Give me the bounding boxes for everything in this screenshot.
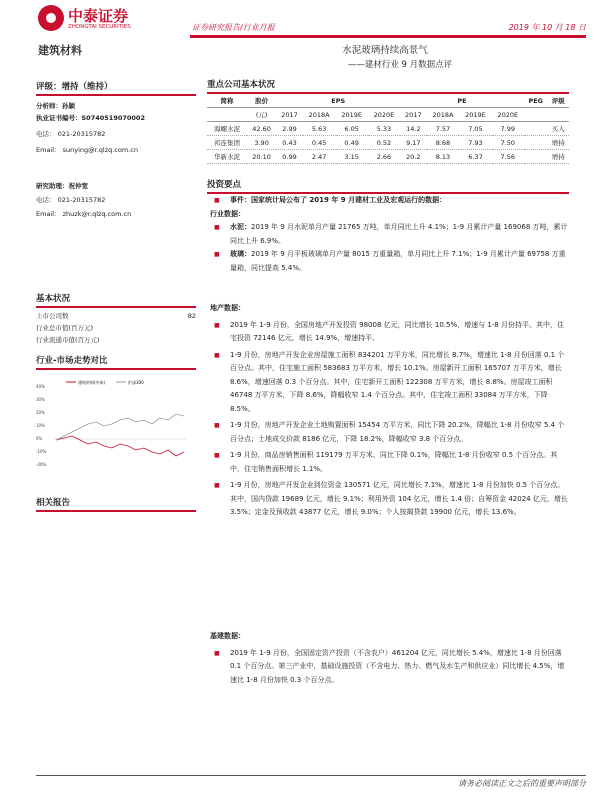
re-item: ■ 1-9 月份，房地产开发企业土地购置面积 15454 万平方米，同比下降 20.2%，降幅比 1-8 月份收窄 5.4 个百分点；土地成交价款 8186 亿元，下降 18.2%，降幅收窄 3.8 个百分点。 — [210, 419, 568, 446]
assistant-email[interactable]: Email： zhuzk@r.qlzq.com.cn — [36, 210, 132, 218]
re-item: ■ 2019 年 1-9 月份，全国房地产开发投资 98008 亿元，同比增长 10.5%，增速与 1-8 月份持平。其中，住宅投资 72146 亿元，增长 14.9%，增速持平。 — [210, 319, 568, 346]
industry-label: 行业数据： — [210, 209, 245, 218]
cement-item: ■ 水泥：2019 年 9 月水泥单月产量 21765 万吨，单月同比上升 4.1%；1-9 月累计产量 169068 万吨，累计同比上升 6.9%。 — [210, 221, 568, 248]
analyst-block — [36, 100, 196, 156]
logo-icon — [38, 5, 64, 31]
table-row: 海螺水泥 42.60 2.99 5.63 6.05 5.33 14.2 7.57 7.05 7.99 买入 — [207, 122, 569, 136]
rating-section — [36, 80, 196, 96]
re-item: ■ 1-9 月份，商品房销售面积 119179 万平方米，同比下降 0.1%，降幅比 1-8 月份收窄 0.5 个百分点。其中，住宅销售面积增长 1.1%。 — [210, 449, 568, 476]
logo-en-text: ZHONGTAI SECURITIES — [68, 24, 131, 30]
rating-line — [36, 80, 196, 96]
rating-value: 增持（维持） — [61, 82, 113, 92]
cert-label: 执业证书编号： — [36, 114, 82, 122]
report-title: 水泥玻璃持续高景气 — [342, 45, 428, 56]
basic-section — [36, 292, 196, 346]
header-rule — [190, 35, 586, 38]
glass-item: ■ 玻璃：2019 年 9 月平板玻璃单月产量 8015 万重量箱，单月同比上升 7.1%；1-9 月累计产量 69758 万重量箱，同比提高 5.4%。 — [210, 248, 568, 275]
footer-disclaimer: 请务必阅读正文之后的重要声明部分 — [458, 779, 586, 788]
year-header: 2019E — [336, 108, 368, 122]
legend-label-1: 建筑材料(中泰) — [78, 380, 106, 385]
market-title: 行业-市场走势对比 — [36, 354, 196, 370]
basic-title: 基本状况 — [36, 292, 196, 308]
unit-label: (元) — [247, 108, 276, 122]
assistant-name: 祝仲宽 — [68, 182, 88, 190]
related-section — [36, 496, 196, 512]
cert-number: S0740519070002 — [81, 114, 145, 122]
assistant-phone: 电话： 021-20315782 — [36, 196, 106, 204]
col-header: 简称 — [207, 94, 247, 108]
ytick: 20% — [36, 410, 45, 415]
year-header: 2018A — [303, 108, 336, 122]
year-header: 2018A — [427, 108, 460, 122]
table-row: 祁连集团 3.90 0.43 0.45 0.49 0.52 9.17 8.68 7.93 7.50 增持 — [207, 136, 569, 150]
company-table — [207, 94, 569, 164]
realestate-body — [210, 302, 568, 520]
basic-row: 上市公司数 82 — [36, 312, 196, 320]
basic-row: 行业总市值(百万元) — [36, 324, 94, 332]
series-line-csi300 — [56, 414, 184, 440]
re-item: ■ 1-9 月份，房地产开发企业到位资金 130571 亿元，同比增长 7.1%，增速比 1-8 月份加快 0.5 个百分点。其中，国内贷款 19689 亿元，增长 9.1%；利用外资 104 亿元，增长 1.4 倍；自筹资金 42024 亿元，增长 3.5%；定金及预收款 43877 亿元，增长 9.0%；个人按揭贷款 19900 亿元，增长 13.6%。 — [210, 479, 568, 520]
invest-title: 投资要点 — [207, 178, 569, 194]
basic-row: 行业流通市值(百万元) — [36, 336, 100, 344]
year-header: 2020E — [368, 108, 400, 122]
ytick: 10% — [36, 423, 45, 428]
assistant-label: 研究助理： — [36, 182, 69, 190]
table-row: 华新水泥 20.10 0.99 2.47 3.15 2.66 20.2 8.13 6.37 7.56 增持 — [207, 150, 569, 164]
event-line: ■ 事件：国家统计局公布了 2019 年 9 月建材工业及宏观运行的数据： — [210, 194, 568, 208]
analyst-email[interactable]: Email： sunying@r.qlzq.com.cn — [36, 146, 138, 154]
realestate-label: 地产数据： — [210, 304, 245, 312]
rating-label: 评级： — [36, 82, 62, 92]
year-header: 2017 — [276, 108, 302, 122]
legend-label-2: 沪深300 — [128, 380, 144, 385]
analyst-name: 孙颖 — [62, 102, 75, 110]
footer-rule — [36, 775, 586, 776]
market-section — [36, 354, 196, 478]
infra-label: 基建数据： — [210, 632, 245, 640]
report-subtitle: ——建材行业 9 月数据点评 — [347, 60, 453, 70]
invest-body — [210, 194, 568, 275]
col-header: EPS — [276, 94, 400, 108]
ytick: -20% — [36, 462, 47, 467]
analyst-phone: 电话： 021-20315782 — [36, 130, 106, 138]
ytick: -10% — [36, 449, 47, 454]
year-header: 2019E — [459, 108, 491, 122]
col-header: 股价 — [247, 94, 276, 108]
ytick: 40% — [36, 384, 45, 389]
infra-item: ■ 2019 年 1-9 月份，全国固定资产投资（不含农户）461204 亿元，同比增长 5.4%，增速比 1-8 月份回落 0.1 个百分点。第三产业中，基础设施投资（不含电力、热力、燃气及水生产和供应业）同比增长 4.5%，增速比 1-8 月份加快 0.3 个百分点。 — [210, 647, 568, 688]
market-chart — [36, 374, 196, 474]
related-title: 相关报告 — [36, 496, 196, 512]
report-date: 2019 年 10 月 18 日 — [508, 23, 586, 32]
report-tag: 证券研究报告/行业月报 — [192, 23, 275, 32]
col-header: 评级 — [548, 94, 569, 108]
re-item: ■ 1-9 月份，房地产开发企业房屋施工面积 834201 万平方米，同比增长 8.7%，增速比 1-8 月份回落 0.1 个百分点。其中，住宅施工面积 583683 万平方米，增长 10.1%。房屋新开工面积 165707 万平方米，增长 8.6%，增速回落 0.3 个百分点。其中，住宅新开工面积 122308 万平方米，增长 8.8%。房屋竣工面积 46748 万平方米，下降 8.6%，降幅收窄 1.4 个百分点。其中，住宅竣工面积 33084 万平方米，下降 8.5%。 — [210, 349, 568, 417]
analyst-label: 分析师： — [36, 102, 62, 110]
ytick: 30% — [36, 397, 45, 402]
company-table-title: 重点公司基本状况 — [207, 78, 569, 94]
assistant-block — [36, 180, 196, 220]
col-header: PEG — [524, 94, 548, 108]
sector-name: 建筑材料 — [38, 44, 82, 57]
year-header: 2020E — [492, 108, 524, 122]
infra-body — [210, 630, 568, 687]
year-header: 2017 — [400, 108, 426, 122]
logo-text: 中泰证券 — [68, 7, 129, 25]
col-header: PE — [400, 94, 524, 108]
ytick: 0% — [36, 436, 43, 441]
